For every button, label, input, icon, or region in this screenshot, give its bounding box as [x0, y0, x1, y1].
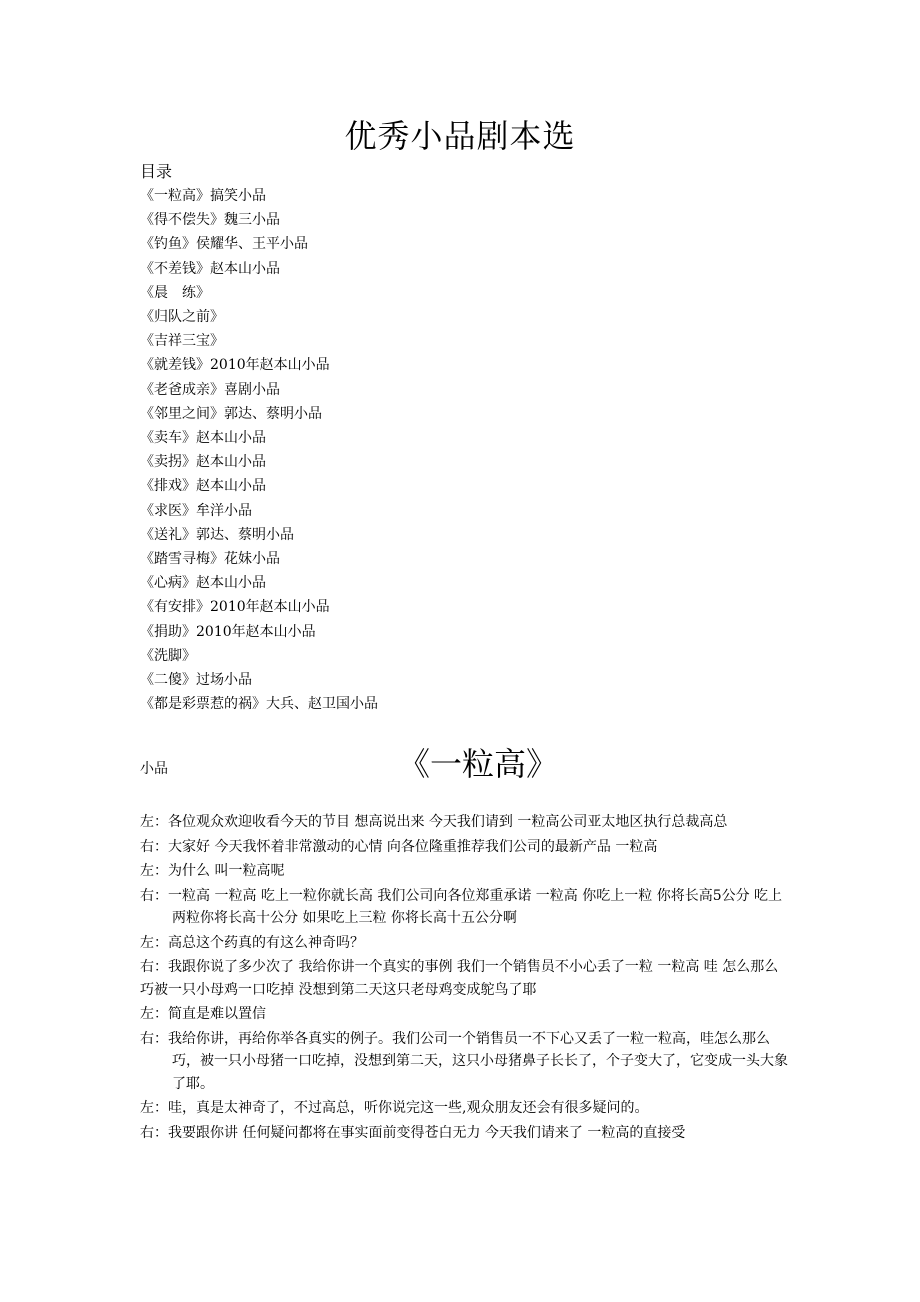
toc-item: 《卖拐》赵本山小品: [140, 454, 266, 471]
toc-item: 《卖车》赵本山小品: [140, 430, 266, 447]
toc-item: 《就差钱》2010年赵本山小品: [140, 357, 330, 374]
dialogue-line: 右：一粒高 一粒高 吃上一粒你就长高 我们公司向各位郑重承诺 一粒高 你吃上一粒 你将长高5公分 吃上两粒你将长高十公分 如果吃上三粒 你将长高十五公分啊: [140, 887, 783, 926]
toc-item: 《钓鱼》侯耀华、王平小品: [140, 236, 308, 253]
dialogue-line: 右：我给你讲，再给你举各真实的例子。我们公司一个销售员一不下心又丢了一粒一粒高，哇怎么那么巧，被一只小母猪一口吃掉，没想到第二天，这只小母猪鼻子长长了，个子变大了，它变成一头大象了耶。: [140, 1030, 788, 1092]
toc-item: 《归队之前》: [140, 309, 224, 326]
sketch-genre-label: 小品: [140, 761, 168, 777]
toc-item: 《得不偿失》魏三小品: [140, 212, 280, 229]
toc-item: 《洗脚》: [140, 647, 196, 664]
document-title: 优秀小品剧本选: [344, 117, 576, 155]
toc-item: 《求医》牟洋小品: [140, 502, 252, 519]
toc-item: 《踏雪寻梅》花妹小品: [140, 551, 280, 568]
toc-item: 《晨 练》: [140, 284, 210, 301]
table-of-contents: [140, 184, 378, 716]
dialogue-line: 右：我要跟你讲 任何疑问都将在事实面前变得苍白无力 今天我们请来了 一粒高的直接受: [140, 1124, 686, 1141]
toc-item: 《一粒高》搞笑小品: [140, 188, 266, 204]
dialogue-line: 左：高总这个药真的有这么神奇吗？: [140, 934, 364, 951]
dialogue-line: 右：大家好 今天我怀着非常激动的心情 向各位隆重推荐我们公司的最新产品 一粒高: [140, 838, 658, 855]
toc-item: 《邻里之间》郭达、蔡明小品: [140, 405, 322, 422]
toc-item: 《不差钱》赵本山小品: [140, 260, 280, 277]
toc-item: 《排戏》赵本山小品: [140, 478, 266, 495]
toc-item: 《吉祥三宝》: [140, 333, 224, 350]
sketch-title: 《一粒高》: [398, 745, 559, 783]
dialogue-line: 左：各位观众欢迎收看今天的节目 想高说出来 今天我们请到 一粒高公司亚太地区执行总裁高总: [140, 814, 728, 830]
toc-item: 《有安排》2010年赵本山小品: [140, 599, 330, 616]
toc-item: 《二傻》过场小品: [140, 672, 252, 689]
toc-heading: 目录: [140, 162, 173, 181]
toc-item: 《送礼》郭达、蔡明小品: [140, 526, 294, 543]
toc-item: 《心病》赵本山小品: [140, 575, 266, 592]
toc-item: 《老爸成亲》喜剧小品: [140, 381, 280, 398]
dialogue-line: 右：我跟你说了多少次了 我给你讲一个真实的事例 我们一个销售员不小心丢了一粒 一粒高 哇 怎么那么巧被一只小母鸡一口吃掉 没想到第二天这只老母鸡变成鸵鸟了耶: [140, 959, 779, 998]
dialogue-line: 左：简直是难以置信: [140, 1006, 266, 1022]
script-dialogue: [140, 811, 790, 1146]
toc-item: 《捐助》2010年赵本山小品: [140, 623, 316, 640]
dialogue-line: 左：为什么 叫一粒高呢: [140, 863, 285, 879]
dialogue-line: 左：哇，真是太神奇了，不过高总，听你说完这一些,观众朋友还会有很多疑问的。: [140, 1100, 649, 1116]
toc-item: 《都是彩票惹的祸》大兵、赵卫国小品: [140, 696, 378, 713]
